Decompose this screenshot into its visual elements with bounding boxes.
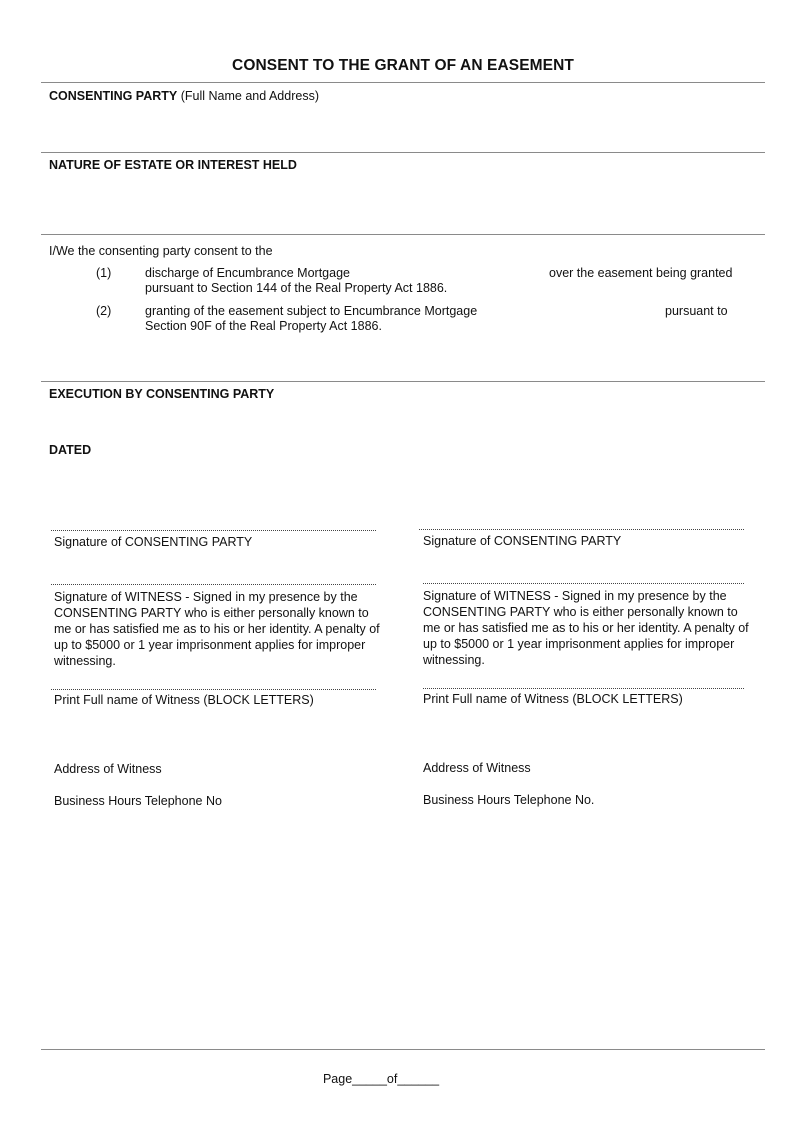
witness-phone-label: Business Hours Telephone No	[54, 794, 222, 808]
witness-signature-line	[423, 583, 744, 584]
signature-label: Signature of CONSENTING PARTY	[423, 534, 622, 548]
consent-intro: I/We the consenting party consent to the	[49, 244, 273, 258]
signature-line	[419, 529, 744, 530]
witness-name-label: Print Full name of Witness (BLOCK LETTERS)	[423, 692, 683, 706]
witness-signature-line	[51, 584, 376, 585]
item-text: discharge of Encumbrance Mortgage	[145, 266, 350, 280]
nature-of-estate-field[interactable]	[49, 176, 765, 231]
witness-address-label: Address of Witness	[423, 761, 531, 775]
item-text-continued: Section 90F of the Real Property Act 1886.	[145, 319, 382, 333]
signature-label: Signature of CONSENTING PARTY	[54, 535, 253, 549]
divider	[41, 234, 765, 235]
witness-name-field[interactable]	[51, 664, 381, 689]
witness-name-line	[423, 688, 744, 689]
item-text-continued: pursuant to Section 144 of the Real Property Act 1886.	[145, 281, 448, 295]
consenting-party-note: (Full Name and Address)	[180, 89, 319, 103]
page-number: Page_____of______	[322, 1072, 440, 1086]
document-title: CONSENT TO THE GRANT OF AN EASEMENT	[232, 57, 574, 74]
date-field[interactable]	[96, 438, 396, 460]
item-number: (2)	[96, 304, 112, 318]
witness-name-line	[51, 689, 376, 690]
witness-name-label: Print Full name of Witness (BLOCK LETTERS)	[54, 693, 314, 707]
witness-declaration: Signature of WITNESS - Signed in my presence by the CONSENTING PARTY who is either personally known to me or has satisfied me as to his or her identity. A penalty of up to $5000 or 1 year imprisonment applies for improper witnessing.	[54, 590, 380, 668]
divider	[41, 381, 765, 382]
item-text-right: over the easement being granted	[549, 266, 733, 280]
witness-phone-label: Business Hours Telephone No.	[423, 793, 595, 807]
nature-of-estate-heading: NATURE OF ESTATE OR INTEREST HELD	[49, 158, 297, 172]
consenting-party-signature-field[interactable]	[51, 500, 381, 530]
execution-heading: EXECUTION BY CONSENTING PARTY	[49, 387, 275, 401]
witness-signature-field[interactable]	[423, 555, 748, 583]
item-number: (1)	[96, 266, 112, 280]
divider	[41, 152, 765, 153]
witness-name-field[interactable]	[423, 663, 748, 688]
signature-line	[51, 530, 376, 531]
witness-signature-field[interactable]	[51, 556, 381, 584]
consenting-party-heading	[49, 89, 319, 103]
item-text-right: pursuant to	[665, 304, 728, 318]
divider	[41, 82, 765, 83]
footer-divider	[41, 1049, 765, 1050]
dated-label: DATED	[49, 443, 92, 457]
witness-declaration: Signature of WITNESS - Signed in my presence by the CONSENTING PARTY who is either personally known to me or has satisfied me as to his or her identity. A penalty of up to $5000 or 1 year imprisonment applies for improper witnessing.	[423, 589, 749, 667]
consenting-party-signature-field[interactable]	[419, 499, 749, 529]
item-text: granting of the easement subject to Encumbrance Mortgage	[145, 304, 478, 318]
consenting-party-label: CONSENTING PARTY	[49, 89, 178, 103]
consenting-party-field[interactable]	[49, 107, 765, 149]
witness-address-label: Address of Witness	[54, 762, 162, 776]
